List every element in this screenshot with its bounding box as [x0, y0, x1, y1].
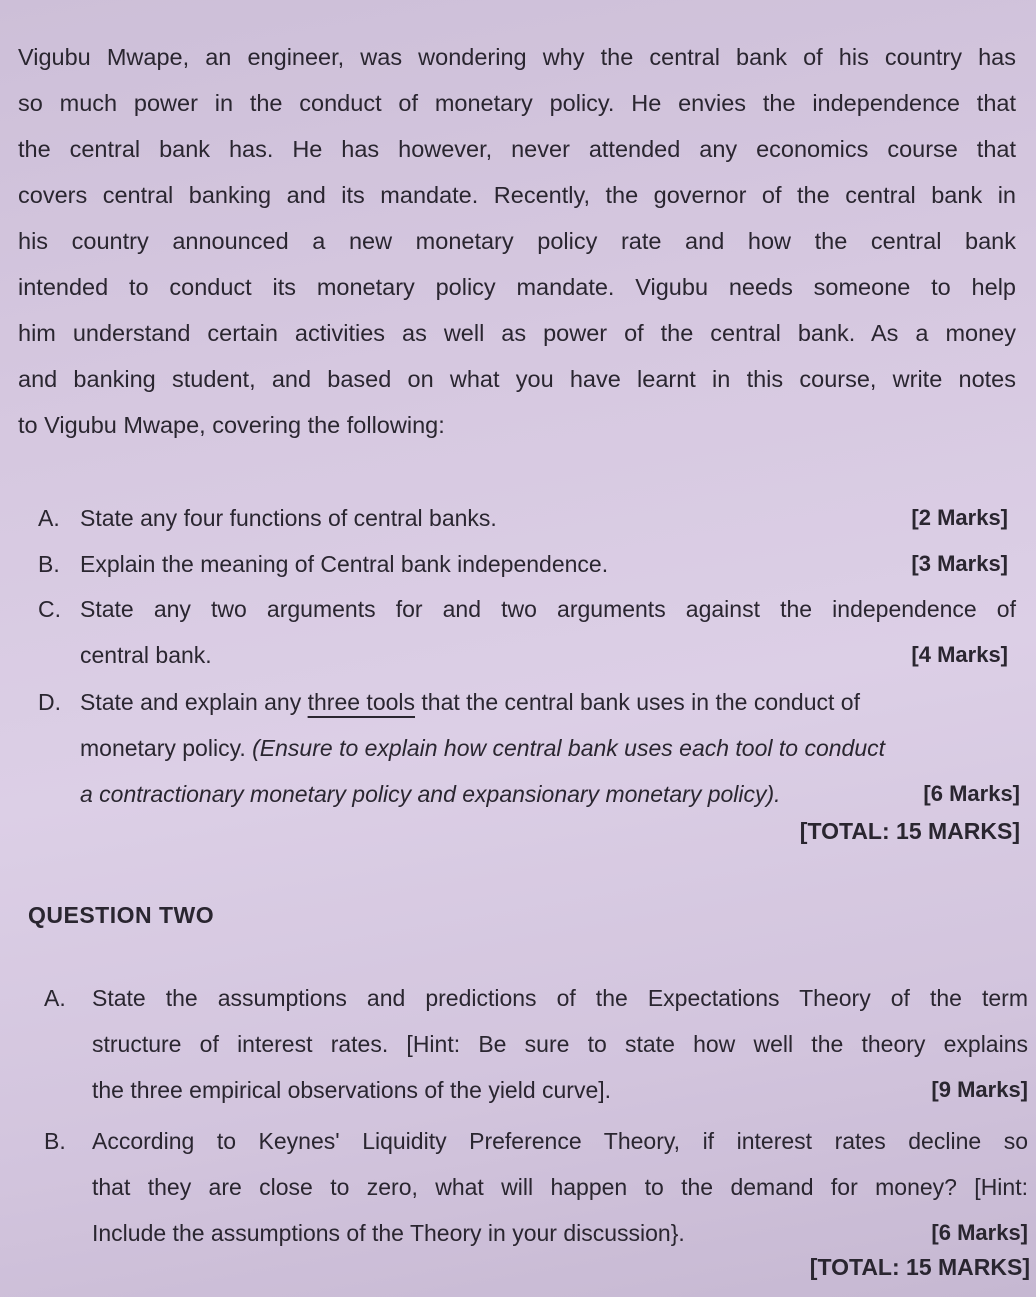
- item-text: According to Keynes' Liquidity Preference Theory, if interest rates decline so: [92, 1128, 1028, 1154]
- item-text: Explain the meaning of Central bank independence.: [80, 551, 609, 577]
- item-marks: [4 Marks]: [911, 642, 1008, 667]
- item-text: Include the assumptions of the Theory in your discussion}.: [92, 1220, 685, 1246]
- item-text-line: [80, 679, 1020, 725]
- item-marks: [6 Marks]: [931, 1220, 1028, 1245]
- question-one-item-c: [38, 586, 1016, 678]
- item-text: central bank.: [80, 642, 212, 668]
- underlined-text: three tools: [307, 689, 416, 715]
- item-text: monetary policy.: [80, 735, 253, 761]
- item-text: structure of interest rates. [Hint: Be sure to state how well the theory explains: [92, 1031, 1028, 1057]
- intro-line: so much power in the conduct of monetary policy. He envies the independence that: [18, 90, 1016, 116]
- question-two-heading: QUESTION TWO: [28, 902, 215, 928]
- item-letter: B.: [44, 1128, 66, 1154]
- item-text: State and explain any: [80, 689, 308, 715]
- item-text: State any four functions of central banks.: [80, 505, 497, 531]
- question-two-item-a: [44, 975, 1028, 1113]
- item-text-line: [80, 725, 1020, 771]
- intro-line: to Vigubu Mwape, covering the following:: [18, 412, 445, 438]
- item-text: the three empirical observations of the yield curve].: [92, 1077, 612, 1103]
- intro-line: his country announced a new monetary policy rate and how the central bank: [18, 228, 1016, 254]
- item-marks: [2 Marks]: [911, 505, 1008, 530]
- intro-line: him understand certain activities as well as power of the central bank. As a money: [18, 320, 1016, 346]
- intro-line: Vigubu Mwape, an engineer, was wondering why the central bank of his country has: [18, 44, 1016, 70]
- item-text: that they are close to zero, what will happen to the demand for money? [Hint:: [92, 1174, 1028, 1200]
- question-one-total: [TOTAL: 15 MARKS]: [799, 818, 1020, 844]
- item-letter: D.: [38, 689, 61, 715]
- item-marks: [9 Marks]: [931, 1077, 1028, 1102]
- question-two-total: [TOTAL: 15 MARKS]: [809, 1254, 1030, 1280]
- italic-text: a contractionary monetary policy and expansionary monetary policy).: [80, 781, 781, 807]
- intro-line: intended to conduct its monetary policy mandate. Vigubu needs someone to help: [18, 274, 1016, 300]
- question-one-item-d: [38, 679, 1020, 817]
- item-letter: B.: [38, 551, 60, 577]
- question-two-item-b: [44, 1118, 1028, 1256]
- italic-text: (Ensure to explain how central bank uses each tool to conduct: [252, 735, 886, 761]
- item-letter: C.: [38, 596, 61, 622]
- intro-paragraph: [18, 34, 1016, 448]
- item-letter: A.: [44, 985, 66, 1011]
- item-marks: [6 Marks]: [923, 781, 1020, 806]
- item-letter: A.: [38, 505, 60, 531]
- intro-line: the central bank has. He has however, never attended any economics course that: [18, 136, 1016, 162]
- intro-line: and banking student, and based on what you have learnt in this course, write notes: [18, 366, 1016, 392]
- item-text: State any two arguments for and two arguments against the independence of: [80, 596, 1016, 622]
- item-marks: [3 Marks]: [911, 551, 1008, 576]
- item-text: that the central bank uses in the conduct of: [415, 689, 860, 715]
- item-text: State the assumptions and predictions of the Expectations Theory of the term: [92, 985, 1028, 1011]
- intro-line: covers central banking and its mandate. Recently, the governor of the central bank in: [18, 182, 1016, 208]
